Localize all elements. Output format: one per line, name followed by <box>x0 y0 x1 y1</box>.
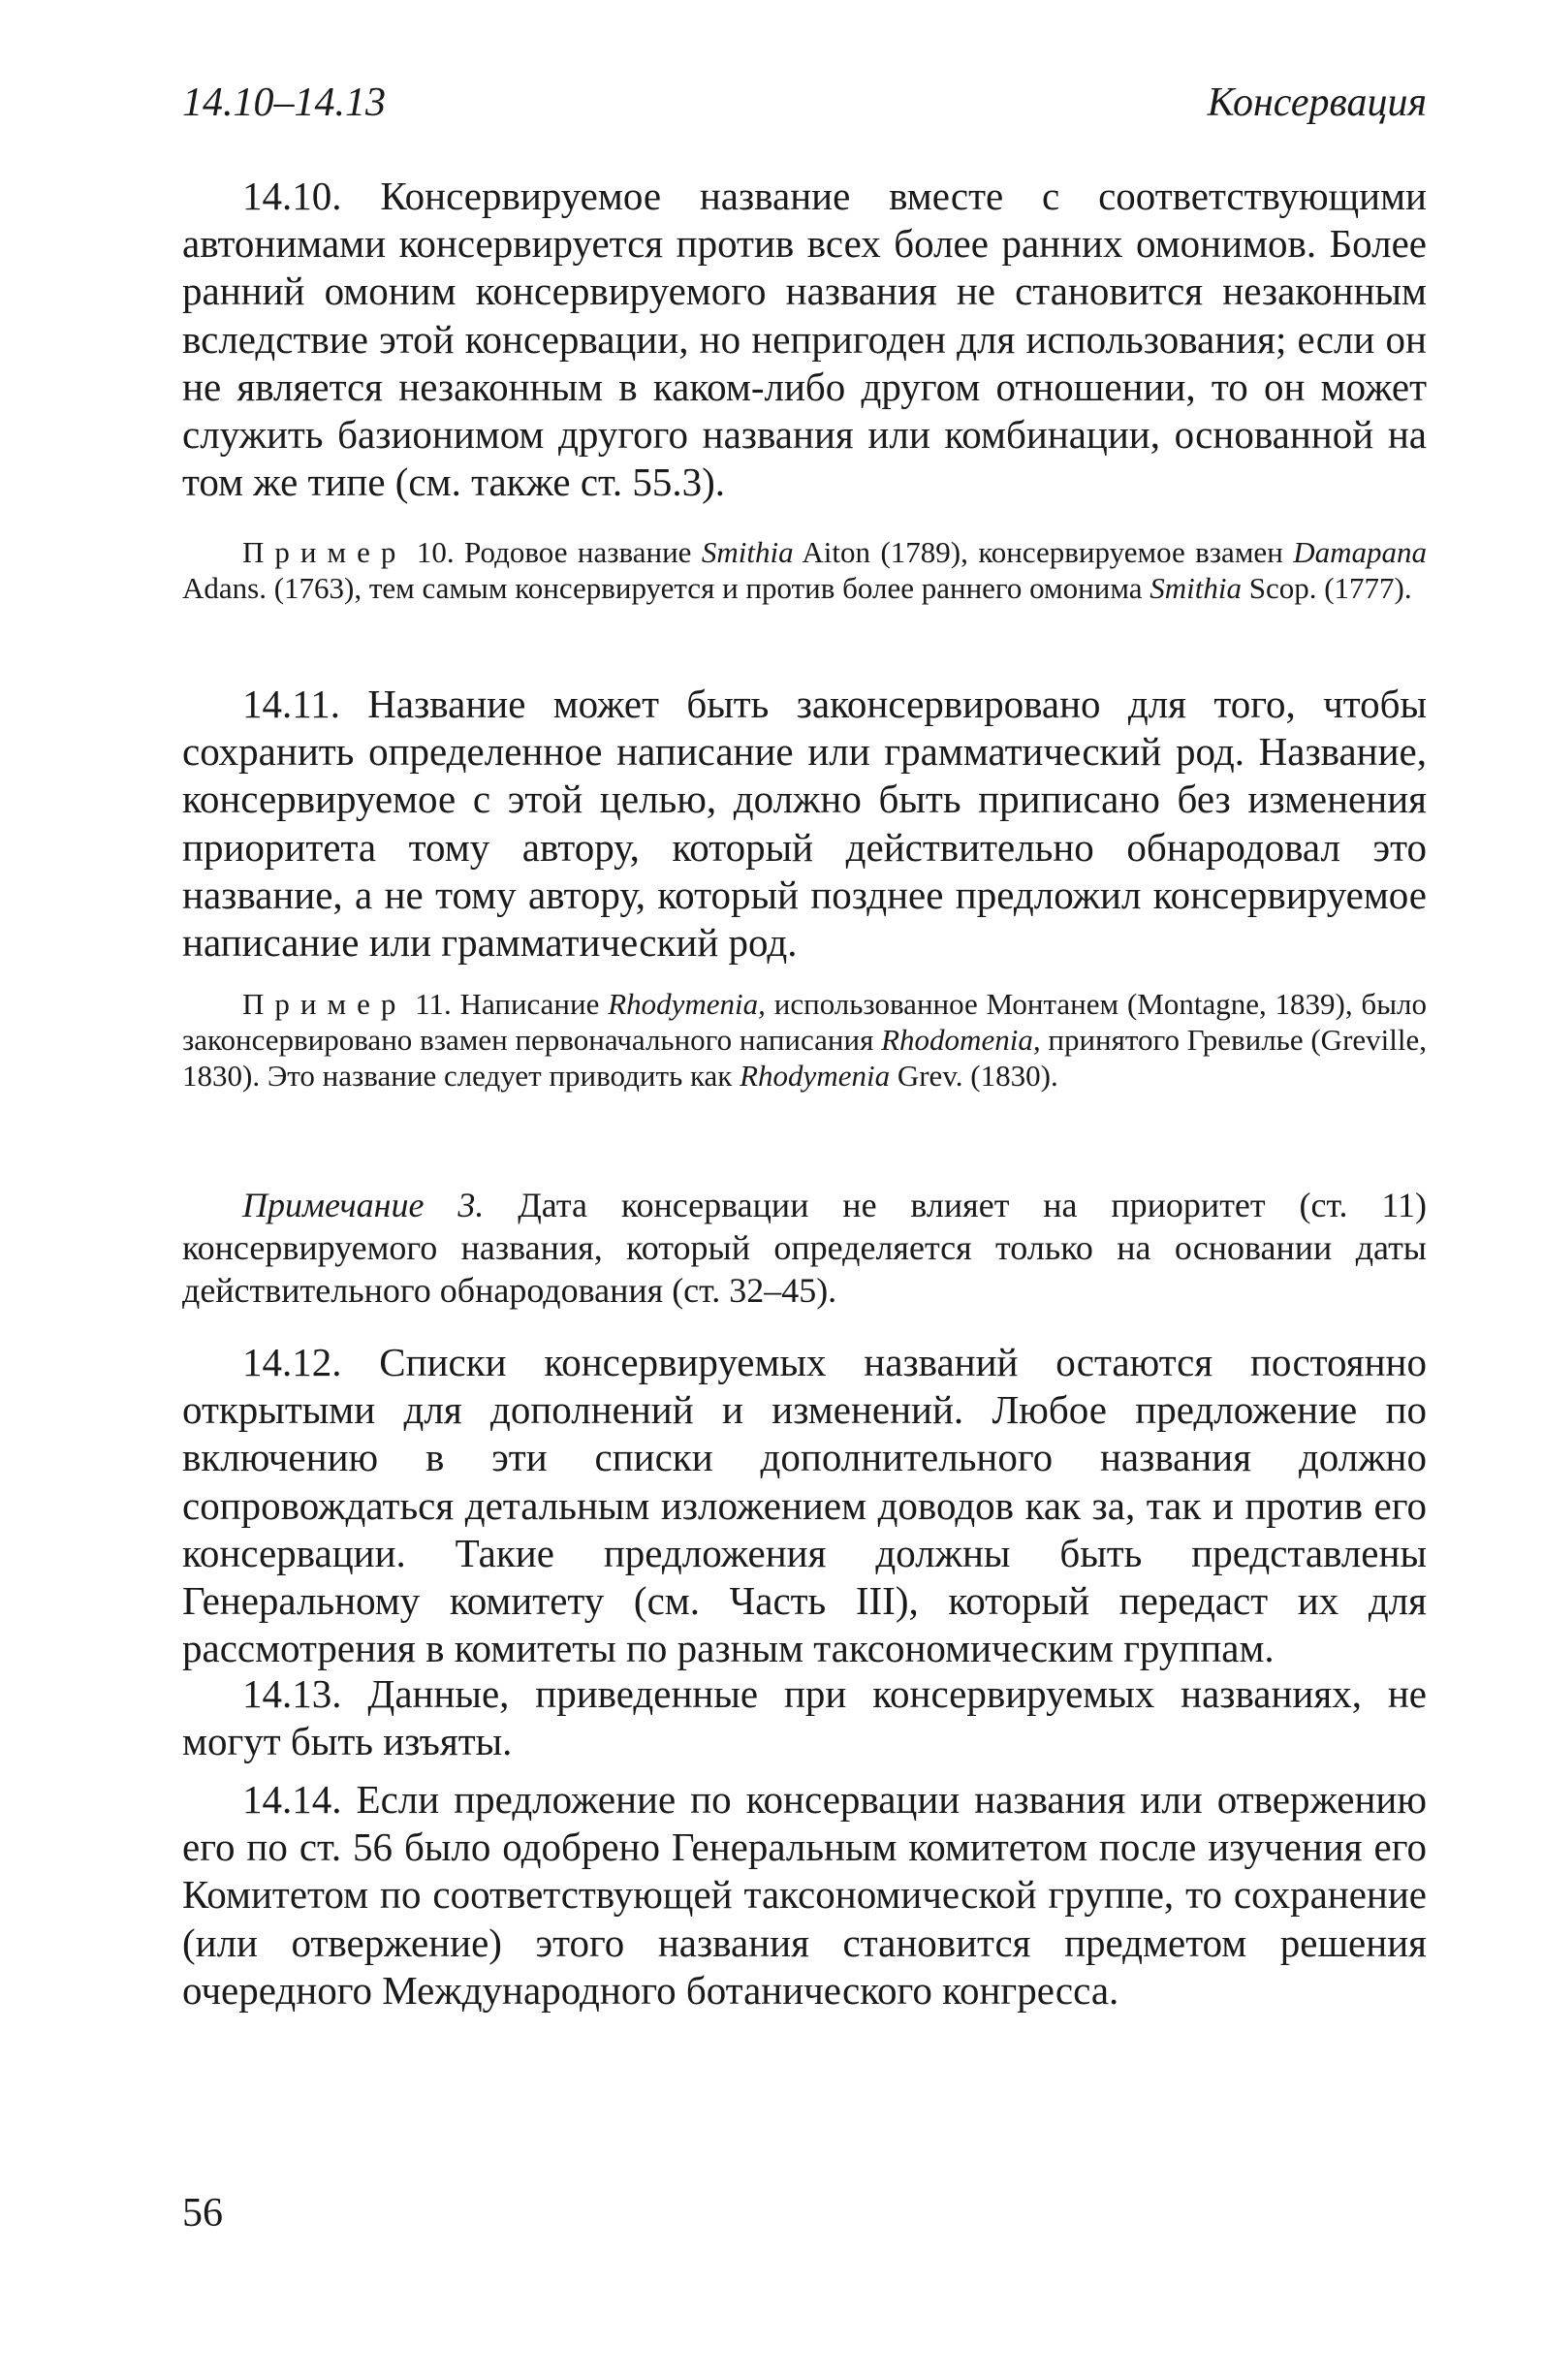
genus-name: Rhodymenia, <box>608 987 766 1021</box>
note-label: Примечание 3. <box>242 1186 485 1224</box>
page-number: 56 <box>182 2191 223 2236</box>
example-text: использованное Монтанем (Montagne, 1839), было законсервировано взамен первоначального написания <box>182 987 1428 1057</box>
example-text: Grev. (1830). <box>897 1059 1058 1093</box>
genus-name: Smithia <box>701 535 794 569</box>
paragraph-14-13: 14.13. Данные, приведенные при консервируемых названиях, не могут быть изъяты. <box>182 1671 1427 1764</box>
example-text: принятого Гревилье (Greville, 1830). Это название следует приводить как <box>182 1023 1427 1093</box>
example-10 <box>182 534 1427 606</box>
header-section-range: 14.10–14.13 <box>182 80 386 125</box>
note-text: Дата консервации не влияет на приоритет (ст. 11) консервируемого названия, который определяется только на основании даты действительного обнародования (ст. 32–45). <box>182 1186 1427 1310</box>
paragraph-14-14: 14.14. Если предложение по консервации названия или отвержению его по ст. 56 было одобрено Генеральным комитетом после изучения его Комитетом по соответствующей таксономической группе, то сохранение (или отвержение) этого названия становится предметом решения очередного Международного ботанического конгресса. <box>182 1777 1427 2013</box>
genus-name: Rhodymenia <box>740 1059 891 1093</box>
header-chapter-title: Консервация <box>1207 80 1427 125</box>
paragraph-14-11: 14.11. Название может быть законсервировано для того, чтобы сохранить определенное написание или грамматический род. Название, консервируемое с этой целью, должно быть приписано без изменения приоритета тому автору, который действительно обнародовал это название, а не тому автору, который позднее предложил консервируемое написание или грамматический род. <box>182 682 1427 966</box>
example-text: Adans. (1763), тем самым консервируется и против более раннего омонима <box>182 571 1143 605</box>
example-number: 11. Написание <box>415 987 600 1021</box>
example-label: Пример <box>242 535 407 569</box>
genus-name: Rhodomenia, <box>881 1023 1041 1057</box>
example-text: Scop. (1777). <box>1248 571 1412 605</box>
note-3 <box>182 1184 1427 1312</box>
paragraph-14-10: 14.10. Консервируемое название вместе с соответствующими автонимами консервируется против всех более ранних омонимов. Более ранний омоним консервируемого названия не становится незаконным вследствие этой консервации, но непригоден для использования; если он не является незаконным в каком-либо другом отношении, то он может служить базионимом другого названия или комбинации, основанной на том же типе (см. также ст. 55.3). <box>182 174 1427 505</box>
example-label: Пример <box>242 987 407 1021</box>
running-head <box>182 76 1427 130</box>
example-11 <box>182 986 1427 1094</box>
genus-name: Smithia <box>1149 571 1242 605</box>
example-text: Aiton (1789), консервируемое взамен <box>802 535 1283 569</box>
example-number: 10. Родовое название <box>416 535 692 569</box>
genus-name: Damapana <box>1293 535 1428 569</box>
paragraph-14-12: 14.12. Списки консервируемых названий остаются постоянно открытыми для дополнений и изменений. Любое предложение по включению в эти списки дополнительного названия должно сопровождаться детальным изложением доводов как за, так и против его консервации. Такие предложения должны быть представлены Генеральному комитету (см. Часть III), который передаст их для рассмотрения в комитеты по разным таксономическим группам. <box>182 1340 1427 1671</box>
